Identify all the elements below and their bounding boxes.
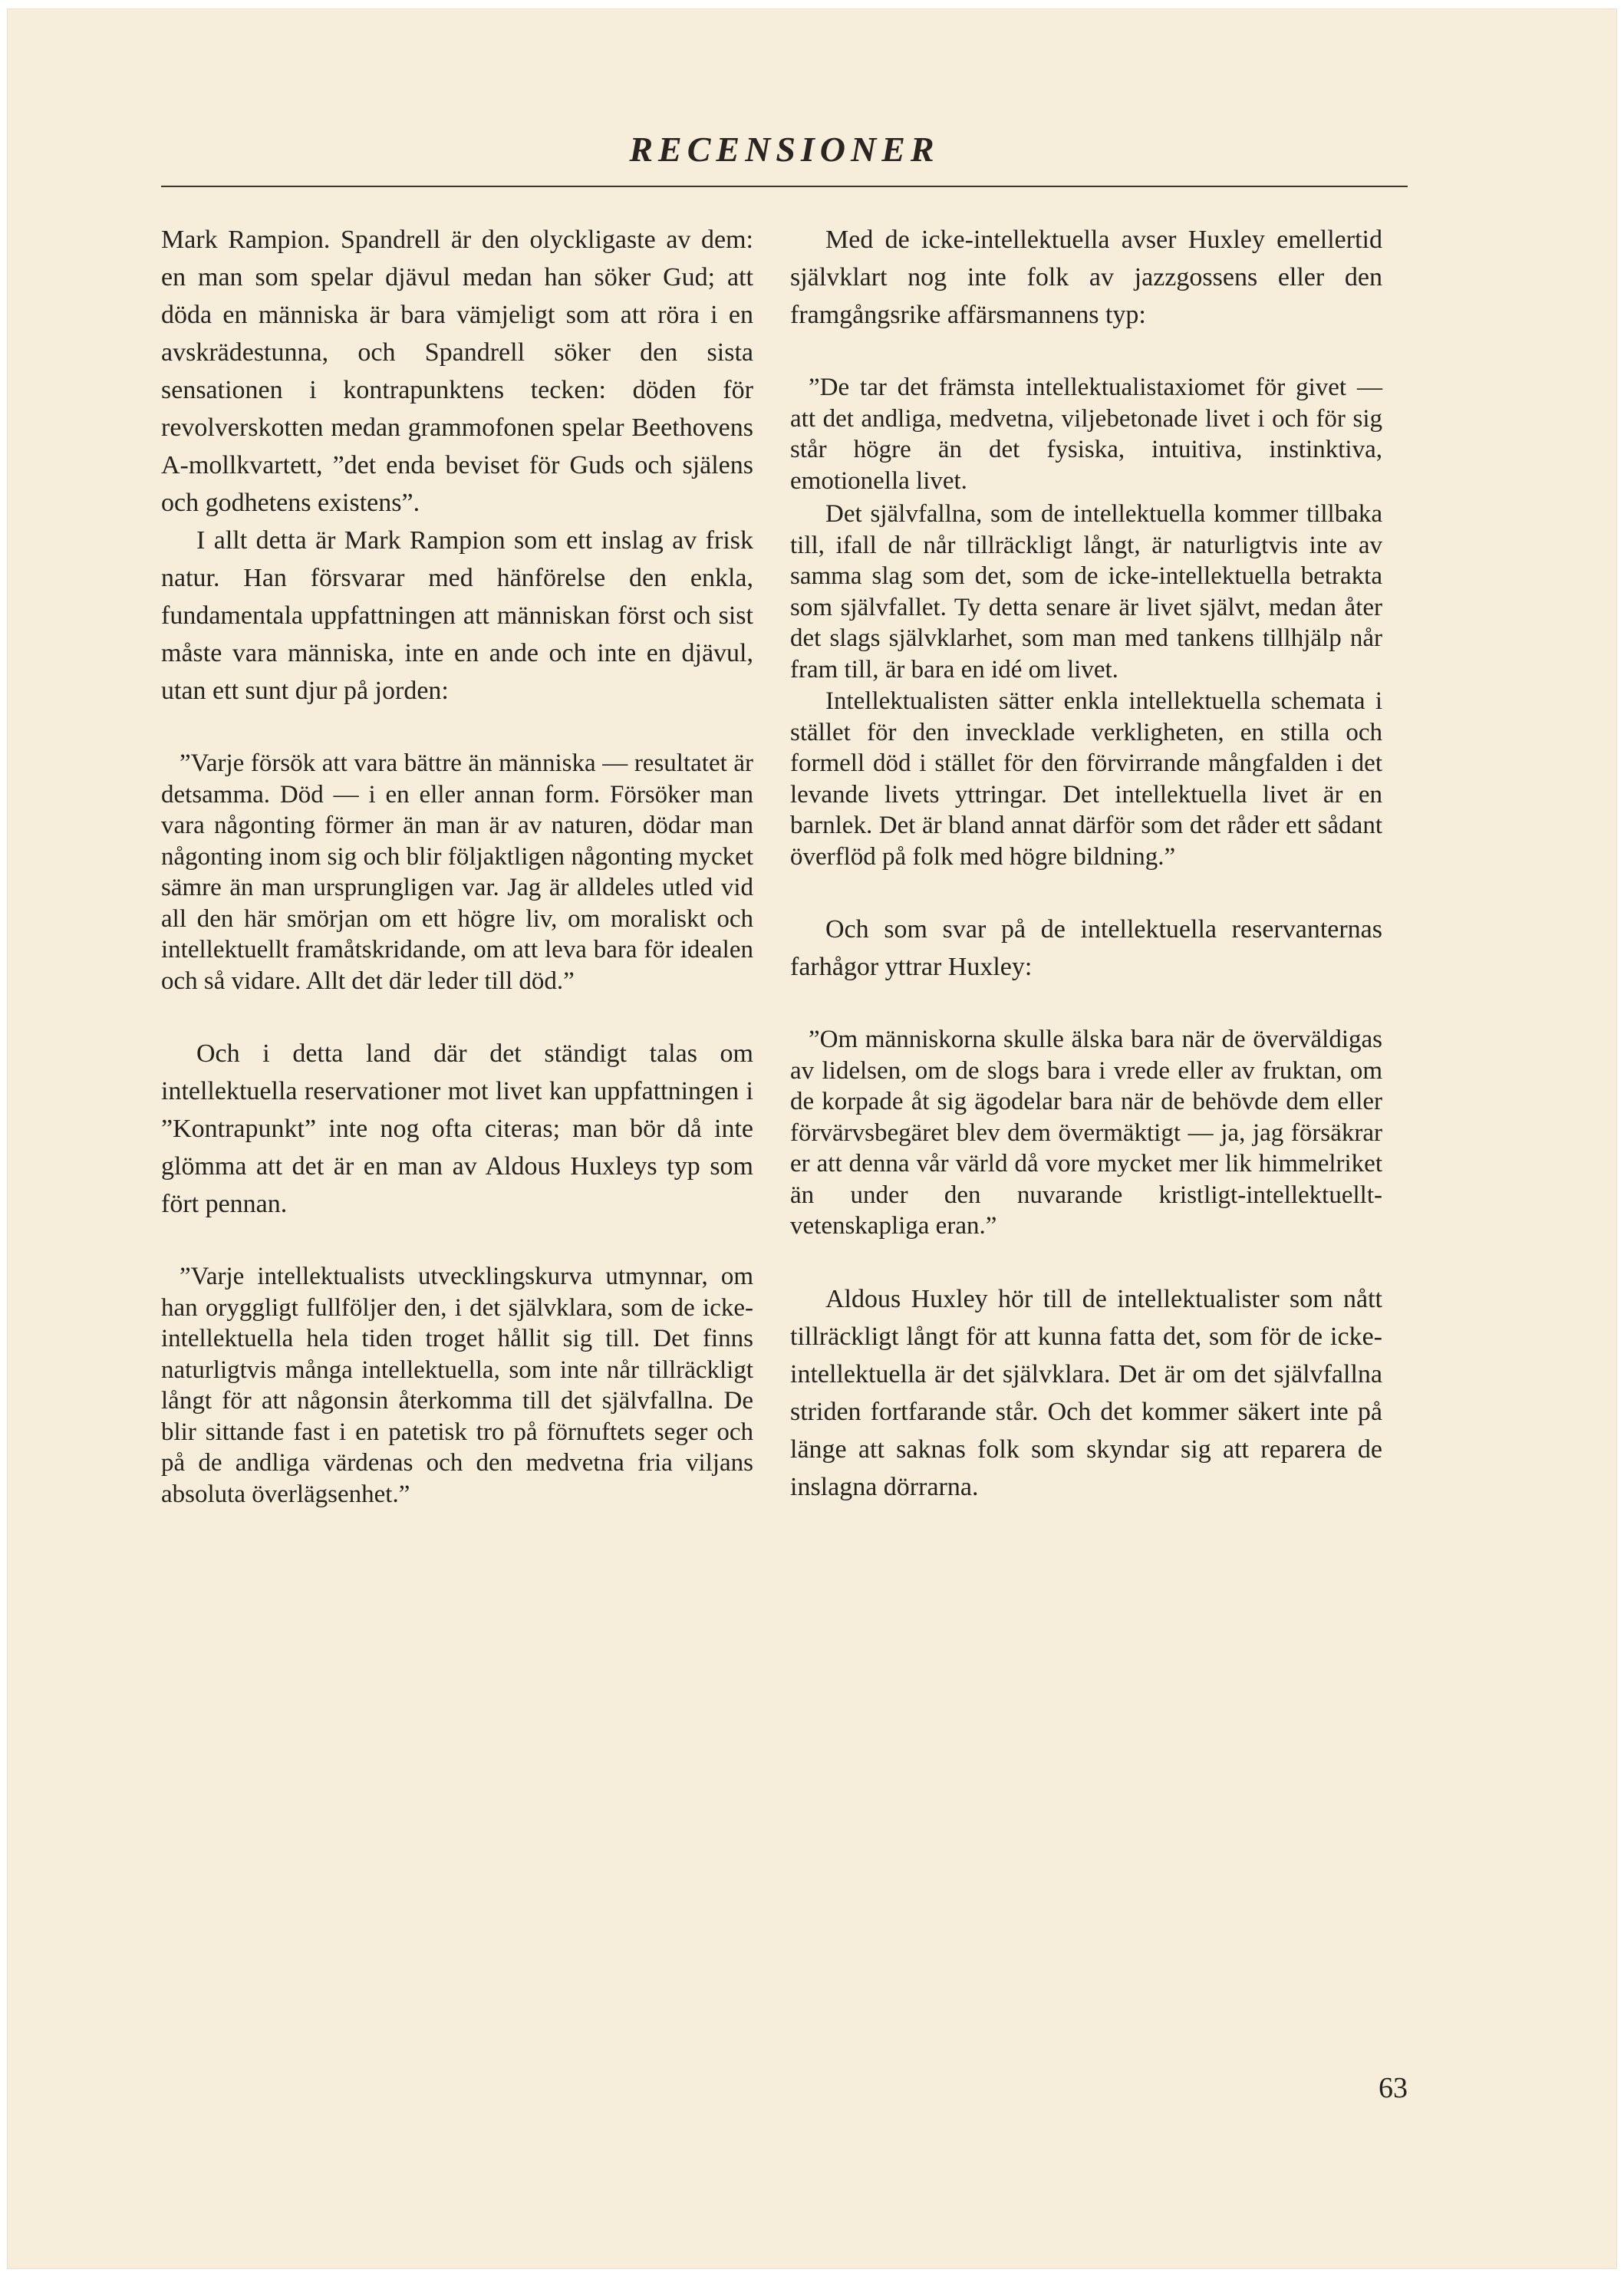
block-quote: ”De tar det främsta intellektualistaxiomet för givet — att det andliga, medvetna, viljebetonade livet i och för sig står högre än det fysiska, intuitiva, instinktiva, emotionella livet. — [790, 374, 1382, 495]
left-column — [161, 221, 753, 1510]
paragraph: Och som svar på de intellektuella reservanternas farhågor yttrar Huxley: — [790, 915, 1382, 981]
page-number: 63 — [1379, 2072, 1408, 2104]
header-rule — [161, 186, 1408, 187]
paragraph: Och i detta land där det ständigt talas om intellektuella reservationer mot livet kan uppfattningen i ”Kontrapunkt” inte nog ofta citeras; man bör då inte glömma att det är en man av Aldous Huxleys typ som fört pennan. — [161, 1039, 753, 1218]
block-quote: ”Om människorna skulle älska bara när de överväldigas av lidelsen, om de slogs bara i vrede eller av fruktan, om de korpade åt sig ägodelar bara när de behövde dem eller förvärvsbegäret blev dem övermäktigt — ja, jag försäkrar er att denna vår värld då vore mycket mer lik himmelriket än under den nuvarande kristligt-intellektuellt-vetenskapliga eran.” — [790, 1026, 1382, 1240]
block-quote: Det självfallna, som de intellektuella kommer tillbaka till, ifall de når tillräckligt långt, är naturligtvis inte av samma slag som det, som de icke-intellektuella betrakta som självfallet. Ty detta senare är livet självt, medan åter det slags självklarhet, som man med tankens tillhjälp når fram till, är bara en idé om livet. — [790, 500, 1382, 683]
paragraph: Mark Rampion. Spandrell är den olyckligaste av dem: en man som spelar djävul medan han söker Gud; att döda en människa är bara vämjeligt som att röra i en avskrädestunna, och Spandrell söker den sista sensationen i kontrapunktens tecken: döden för revolverskotten medan grammofonen spelar Beethovens A-mollkvartett, ”det enda beviset för Guds och själens och godhetens existens”. — [161, 226, 753, 517]
right-column — [790, 221, 1382, 1506]
paragraph: Med de icke-intellektuella avser Huxley emellertid självklart nog inte folk av jazzgossens eller den framgångsrike affärsmannens typ: — [790, 226, 1382, 329]
running-header: RECENSIONER — [629, 130, 940, 169]
paragraph: I allt detta är Mark Rampion som ett inslag av frisk natur. Han försvarar med hänförelse den enkla, fundamentala uppfattningen att människan först och sist måste vara människa, inte en ande och inte en djävul, utan ett sunt djur på jorden: — [161, 526, 753, 705]
block-quote: ”Varje försök att vara bättre än människa — resultatet är detsamma. Död — i en eller annan form. Försöker man vara någonting förmer än man är av naturen, dödar man någonting inom sig och blir följaktligen någonting mycket sämre än man ursprungligen var. Jag är alldeles utled vid all den här smörjan om ett högre liv, om moraliskt och intellektuellt framåtskridande, om att leva bara för idealen och så vidare. Allt det där leder till död.” — [161, 749, 753, 995]
block-quote: Intellektualisten sätter enkla intellektuella schemata i stället för den invecklade verkligheten, en stilla och formell död i stället för den förvirrande mångfalden i det levande livets yttringar. Det intellektuella livet är en barnlek. Det är bland annat därför som det råder ett sådant överflöd på folk med högre bildning.” — [790, 687, 1382, 871]
block-quote: ”Varje intellektualists utvecklingskurva utmynnar, om han oryggligt fullföljer den, i det självklara, som de icke-intellektuella hela tiden troget hållit sig till. Det finns naturligtvis många intellektuella, som inte når tillräckligt långt för att någonsin återkomma till det självfallna. De blir sittande fast i en patetisk tro på förnuftets seger och på de andliga värdenas och den medvetna fria viljans absoluta överlägsenhet.” — [161, 1263, 753, 1508]
paragraph: Aldous Huxley hör till de intellektualister som nått tillräckligt långt för att kunna fatta det, som för de icke-intellektuella är det självklara. Det är om det självfallna striden fortfarande står. Och det kommer säkert inte på länge att saknas folk som skyndar sig att reparera de inslagna dörrarna. — [790, 1284, 1382, 1501]
